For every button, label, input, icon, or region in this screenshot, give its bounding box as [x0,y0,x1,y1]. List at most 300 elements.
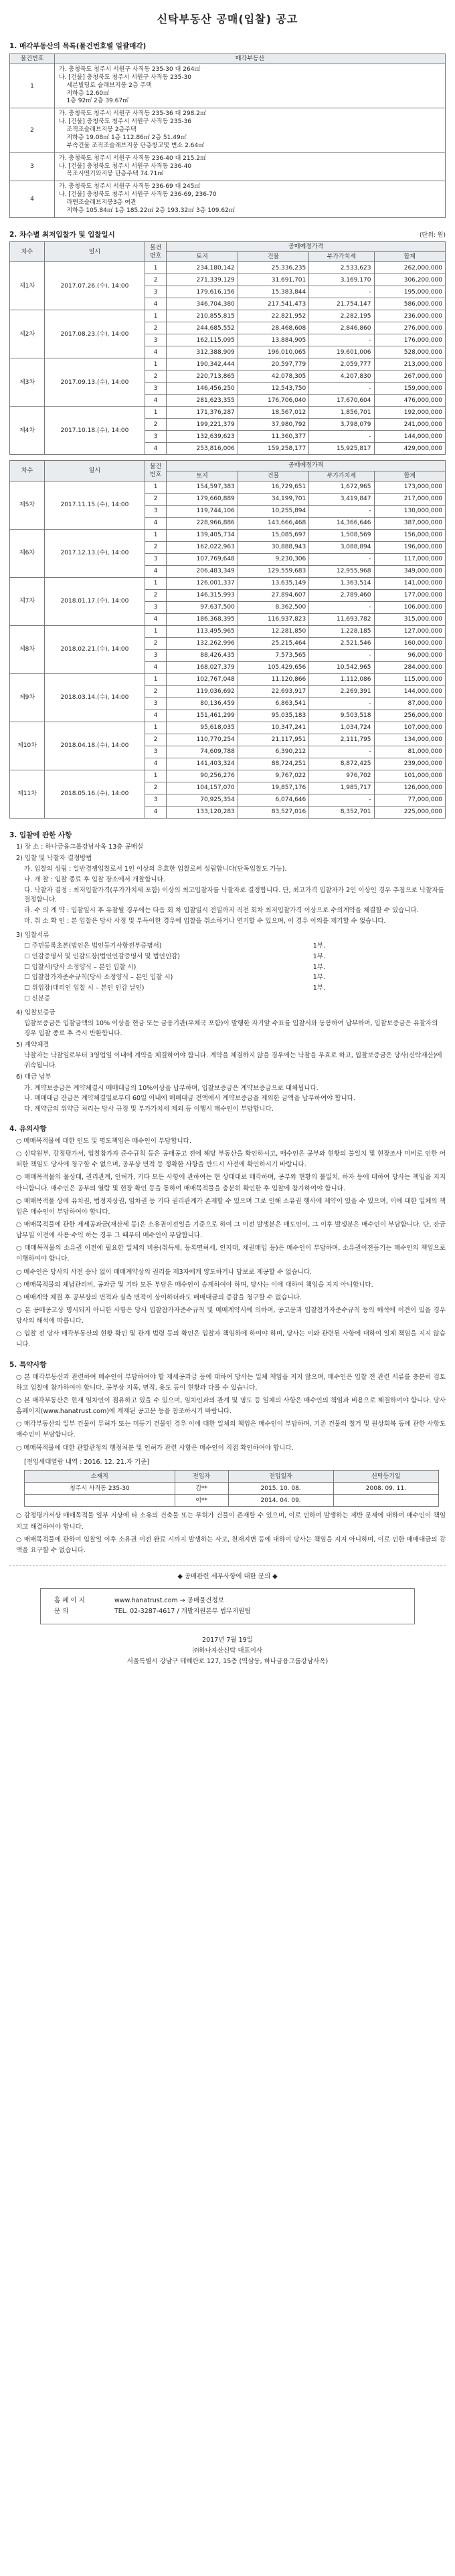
col-land: 토지 [167,252,238,262]
item-no: 2 [145,589,167,601]
vat: 8,872,425 [309,758,374,770]
item-no: 4 [145,298,167,310]
vat: 14,366,646 [309,517,374,529]
building-price: 42,078,305 [238,370,308,383]
total-price: 126,000,000 [374,782,446,794]
move-in-table [24,1470,439,1507]
item-no: 2 [145,734,167,746]
total-price: 130,000,000 [374,505,446,517]
item-no: 2 [145,274,167,286]
item-no: 3 [145,334,167,346]
round-date: 2017.09.13.(수), 14:00 [45,358,145,407]
schedule-row [10,310,446,322]
vat: - [309,553,374,565]
round-label: 제2차 [10,310,45,358]
land-price: 234,180,142 [167,262,238,274]
bid-method-line: 마. 취 소 확 인 : 본 입찰은 당사 사정 및 부득이한 경우에 입찰을 취소하거나 연기할 수 있으며, 이 경우 이의를 제기할 수 없습니다. [24,917,386,925]
land-price: 110,770,254 [167,734,238,746]
property-no: 3 [10,152,55,181]
item-no: 1 [145,673,167,685]
col-vat: 부가가치세 [309,471,374,481]
col-location: 소재지 [25,1471,175,1483]
round-label: 제9차 [10,673,45,722]
land-price: 102,767,048 [167,673,238,685]
col-item-no: 물건번호 [10,53,55,64]
caution-item: ○ 입찰 전 당사 매각부동산의 현황 확인 및 관계 법령 등의 확인은 입찰자 책임하에 하여야 하며, 당사는 이와 관련된 사항에 대하여 일체 책임을 지지 않습니다. [16,1330,446,1349]
item-no: 2 [145,370,167,383]
total-price: 476,000,000 [374,395,446,407]
round-label: 제11차 [10,770,45,818]
bid-doc-count [272,994,446,1004]
building-price: 143,666,468 [238,517,308,529]
total-price: 528,000,000 [374,346,446,358]
land-price: 80,136,459 [167,697,238,710]
schedule-row [10,673,446,685]
land-price: 151,461,299 [167,710,238,722]
caution-item: ○ 매매계약 체결 후 공부상의 면적과 실측 면적이 상이하더라도 매매대금의 증감을 청구할 수 없습니다. [16,1293,302,1301]
land-price: 171,376,287 [167,407,238,419]
vat: 3,798,079 [309,419,374,431]
building-price: 25,215,464 [238,637,308,649]
land-price: 95,618,035 [167,722,238,734]
land-price: 186,368,395 [167,613,238,625]
building-price: 8,362,500 [238,601,308,613]
land-price: 281,623,355 [167,395,238,407]
property-desc-line: 나. [건물] 충청북도 청주시 서원구 사직동 235-30 [59,74,192,81]
move-in-heading: [전입세대열람 내역 : 2016. 12. 21.자 기준] [24,1458,150,1466]
property-desc-line: 가. 충청북도 청주시 서원구 사직동 236-69 대 245㎡ [59,183,201,191]
caution-item: ○ 매매목적물에 관한 제세공과금(재산세 등)은 소유권이전일을 기준으로 하여 그 이전 발생분은 매도인이, 그 이후 발생분은 매수인이 부담합니다. 단, 잔금 납부일 이전에 사용·수익 하는 경우 그 때부터 매수인이 부담합니다. [16,1220,446,1240]
land-price: 244,685,552 [167,322,238,334]
item-no: 2 [145,637,167,649]
total-price: 429,000,000 [374,443,446,455]
vat: 11,693,782 [309,613,374,625]
round-date: 2018.03.14.(수), 14:00 [45,673,145,722]
item-no: 3 [145,431,167,443]
land-price: 271,339,129 [167,274,238,286]
total-price: 241,000,000 [374,419,446,431]
property-desc-line: 지하층 19.08㎡ 1층 112.86㎡ 2층 51.49㎡ [59,134,187,141]
special-term-item: ○ 본 매각부동산은 현재 임차인이 점유하고 있을 수 있으며, 임차인과의 관계 및 명도 등 일체의 사항은 매수인의 책임과 비용으로 해결하여야 합니다. 당사 홈페이지(www.hanatrust.com)에 게재된 공고문 등을 참조하시기 바랍니다. [16,1396,446,1416]
total-price: 144,000,000 [374,685,446,697]
vat: 1,112,086 [309,673,374,685]
resident-cell: 이** [175,1495,228,1507]
building-price: 10,255,894 [238,505,308,517]
vat: - [309,383,374,395]
homepage-link[interactable]: www.hanatrust.com → 공매물건정보 [114,1596,224,1604]
building-price: 20,597,779 [238,358,308,370]
trust-date-cell [333,1495,438,1507]
round-label: 제8차 [10,625,45,673]
property-desc [55,181,446,218]
round-label: 제7차 [10,577,45,625]
total-price: 315,000,000 [374,613,446,625]
vat: 1,672,965 [309,481,374,493]
page-title: 신탁부동산 공매(입찰) 공고 [157,13,298,25]
caution-item: ○ 매수인은 당사의 사전 승낙 없이 매매계약상의 권리를 제3자에게 양도하거나 담보로 제공할 수 없습니다. [16,1268,312,1276]
land-price: 312,388,909 [167,346,238,358]
total-price: 156,000,000 [374,529,446,541]
land-price: 139,405,734 [167,529,238,541]
total-price: 267,000,000 [374,370,446,383]
item-no: 4 [145,346,167,358]
land-price: 141,403,324 [167,758,238,770]
total-price: 160,000,000 [374,637,446,649]
total-price: 177,000,000 [374,589,446,601]
col-price: 공매예정가격 [167,461,446,471]
vat: 4,207,830 [309,370,374,383]
contact-row [54,1596,401,1606]
building-price: 12,281,850 [238,625,308,637]
total-price: 387,000,000 [374,517,446,529]
payment-line: 다. 계약금의 위약금 처리는 당사 규정 및 부가가치세 제외 등 이행시 매수인이 부담합니다. [24,1105,274,1113]
bid-doc-item [24,984,446,994]
special-term-item: ○ 매매목적물에 관하여 입찰일 이후 소유권 이전 완료 시까지 발생하는 사고, 천재지변 등에 대하여 당사는 책임을 지지 아니하며, 이로 인한 매매대금의 감액을 요구할 수 없습니다. [16,1535,446,1554]
vat: - [309,505,374,517]
total-price: 144,000,000 [374,431,446,443]
vat: 21,754,147 [309,298,374,310]
property-desc-line: 나. [건물] 충청북도 청주시 서원구 사직동 235-36 [59,118,192,126]
property-desc-line: 나. [건물] 충청북도 청주시 서원구 사직동 236-40 [59,163,192,170]
item-no: 1 [145,722,167,734]
building-price: 105,429,656 [238,661,308,673]
item-no: 1 [145,529,167,541]
vat: 8,352,701 [309,806,374,818]
building-price: 31,691,701 [238,274,308,286]
land-price: 168,027,379 [167,661,238,673]
vat: 1,856,701 [309,407,374,419]
building-price: 88,724,251 [238,758,308,770]
bid-method-line: 가. 입찰의 성립 : 일반경쟁입찰로서 1인 이상의 유효한 입찰로써 성립합니다(단독입찰도 가능). [24,865,287,873]
building-price: 217,541,473 [238,298,308,310]
item-no: 3 [145,794,167,806]
col-property: 매각부동산 [55,53,446,64]
building-price: 13,884,905 [238,334,308,346]
total-price: 101,000,000 [374,770,446,782]
move-in-date-cell: 2015. 10. 08. [228,1483,333,1495]
round-date: 2018.04.18.(수), 14:00 [45,722,145,770]
bid-doc-count: 1부. [312,942,325,950]
property-no: 2 [10,108,55,152]
bid-doc-count: 1부. [312,953,325,961]
bid-doc-label: ☐ 위임장(대리인 입찰 시 – 본인 인감 날인) [24,984,145,992]
total-price: 276,000,000 [374,322,446,334]
col-item-no: 물건번호 [145,461,167,481]
item-no: 4 [145,565,167,577]
vat: 3,419,847 [309,493,374,505]
total-price: 87,000,000 [374,697,446,710]
move-in-date-cell: 2014. 04. 09. [228,1495,333,1507]
property-desc [55,64,446,108]
vat: - [309,431,374,443]
property-desc-line: 지하층 105.84㎡ 1층 185.22㎡ 2층 193.32㎡ 3층 109.62㎡ [59,207,235,214]
total-price: 134,000,000 [374,734,446,746]
vat: - [309,697,374,710]
vat: 2,282,195 [309,310,374,322]
item-no: 3 [145,649,167,661]
caution-item: ○ 매매목적물 상에 유치권, 법정지상권, 임차권 등 기타 권리관계가 존재할 수 있으며 그로 인해 소유권 행사에 제약이 있을 수 있으며, 이에 대한 일체의 책임은 매수인이 부담하여야 합니다. [16,1197,446,1216]
item-no: 1 [145,577,167,589]
col-vat: 부가가치세 [309,252,374,262]
property-desc-line: 세븐빌딩로 슬래브지붕 2층 주택 [59,82,152,89]
unit-label: (단위: 원) [420,231,446,239]
land-price: 220,713,865 [167,370,238,383]
item-no: 3 [145,286,167,298]
location-cell: 청주시 사직동 235-30 [25,1483,175,1495]
land-price: 146,456,250 [167,383,238,395]
item-no: 2 [145,541,167,553]
bid-doc-item [24,952,446,962]
building-price: 28,468,608 [238,322,308,334]
land-price: 162,115,095 [167,334,238,346]
location-cell [25,1495,175,1507]
schedule-row [10,625,446,637]
land-price: 104,157,070 [167,782,238,794]
property-row [10,64,446,108]
building-price: 159,258,177 [238,443,308,455]
item-no: 2 [145,419,167,431]
item-no: 1 [145,407,167,419]
bid-deposit-heading: 4) 입찰보증금 [16,1008,56,1016]
total-price: 306,200,000 [374,274,446,286]
section1-heading: 1. 매각부동산의 목록(물건번호별 일괄매각) [9,41,147,50]
contact-phone: TEL. 02-3287-4617 / 개발지원본부 법무지원팀 [114,1607,251,1615]
item-no: 4 [145,806,167,818]
bid-doc-label: ☐ 주민등록초본(법인은 법인등기사항전부증명서) [24,942,162,950]
caution-item: ○ 매매목적물의 소유권 이전에 필요한 일체의 비용(취득세, 등록면허세, 인지대, 채권매입 등)은 매수인이 부담하며, 소유권이전등기는 매수인의 책임으로 이행하여야 합니다. [16,1245,446,1263]
total-price: 195,000,000 [374,286,446,298]
item-no: 3 [145,553,167,565]
schedule-row [10,770,446,782]
vat: 2,269,391 [309,685,374,697]
col-price: 공매예정가격 [167,242,446,252]
payment-line: 가. 계약보증금은 계약체결시 매매대금의 10%이상을 납부하며, 입찰보증금은 계약보증금으로 대체됩니다. [24,1084,318,1092]
total-price: 117,000,000 [374,553,446,565]
round-date: 2018.02.21.(수), 14:00 [45,625,145,673]
vat: 2,789,460 [309,589,374,601]
vat: 2,533,623 [309,262,374,274]
total-price: 586,000,000 [374,298,446,310]
total-price: 217,000,000 [374,493,446,505]
special-term-item: ○ 매매목적물에 대한 관할관청의 행정처분 및 인허가 관련 사항은 매수인이 직접 확인하여야 합니다. [16,1444,294,1452]
item-no: 4 [145,613,167,625]
item-no: 4 [145,395,167,407]
contact-box [40,1588,415,1624]
land-price: 190,342,444 [167,358,238,370]
property-desc-line: 가. 충청북도 청주시 서원구 사직동 235-30 대 264㎡ [59,66,201,73]
building-price: 7,573,565 [238,649,308,661]
total-price: 141,000,000 [374,577,446,589]
bid-doc-count: 1부. [312,963,325,971]
building-price: 22,693,917 [238,685,308,697]
vat: 1,985,717 [309,782,374,794]
total-price: 127,000,000 [374,625,446,637]
company-name: ㈜하나자산신탁 대표이사 [192,1647,263,1655]
building-price: 129,559,683 [238,565,308,577]
building-price: 25,336,235 [238,262,308,274]
total-price: 173,000,000 [374,481,446,493]
vat: 19,601,006 [309,346,374,358]
vat: 10,542,965 [309,661,374,673]
vat: 15,925,817 [309,443,374,455]
round-label: 제1차 [10,262,45,310]
property-desc [55,108,446,152]
land-price: 88,426,435 [167,649,238,661]
round-date: 2018.05.16.(수), 14:00 [45,770,145,818]
item-no: 3 [145,383,167,395]
land-price: 113,495,965 [167,625,238,637]
total-price: 213,000,000 [374,358,446,370]
building-price: 95,035,183 [238,710,308,722]
col-total: 합계 [374,471,446,481]
item-no: 4 [145,758,167,770]
schedule-table-2 [9,460,446,818]
bid-doc-item [24,973,446,983]
col-item-no: 물건번호 [145,242,167,262]
col-building: 건물 [238,471,308,481]
building-price: 10,347,241 [238,722,308,734]
section2-heading: 2. 차수별 최저입찰가 및 입찰일시 [9,230,115,239]
building-price: 16,729,651 [238,481,308,493]
item-no: 3 [145,505,167,517]
resident-cell: 김** [175,1483,228,1495]
building-price: 9,767,022 [238,770,308,782]
total-price: 77,000,000 [374,794,446,806]
col-building: 건물 [238,252,308,262]
land-price: 132,262,996 [167,637,238,649]
building-price: 37,980,792 [238,419,308,431]
land-price: 346,704,380 [167,298,238,310]
total-price: 107,000,000 [374,722,446,734]
payment-heading: 6) 대금 납부 [16,1073,52,1081]
section5-heading: 5. 특약사항 [9,1360,47,1369]
item-no: 1 [145,770,167,782]
building-price: 11,360,377 [238,431,308,443]
building-price: 15,085,697 [238,529,308,541]
total-price: 225,000,000 [374,806,446,818]
col-total: 합계 [374,252,446,262]
vat: 17,670,604 [309,395,374,407]
land-price: 146,315,993 [167,589,238,601]
section4-heading: 4. 유의사항 [9,1124,47,1133]
item-no: 2 [145,322,167,334]
trust-date-cell: 2008. 09. 11. [333,1483,438,1495]
land-price: 179,660,889 [167,493,238,505]
item-no: 3 [145,601,167,613]
building-price: 6,863,541 [238,697,308,710]
bid-method-heading: 2) 입찰 및 낙찰자 결정방법 [16,854,92,862]
round-date: 2018.01.17.(수), 14:00 [45,577,145,625]
total-price: 236,000,000 [374,310,446,322]
property-desc-line: 라멘조슬래브지붕3층 여관 [59,199,136,207]
schedule-row [10,577,446,589]
vat: 1,034,724 [309,722,374,734]
building-price: 19,857,176 [238,782,308,794]
item-no: 3 [145,697,167,710]
property-row [10,152,446,181]
vat: - [309,286,374,298]
col-date: 일시 [45,461,145,481]
payment-line: 나. 매매대금 잔금은 계약체결일로부터 60일 이내에 매매대금 전액에서 계약보증금을 제외한 금액을 납부하여야 합니다. [24,1095,355,1103]
vat: 3,169,170 [309,274,374,286]
vat: - [309,334,374,346]
building-price: 11,120,866 [238,673,308,685]
total-price: 192,000,000 [374,407,446,419]
building-price: 30,888,943 [238,541,308,553]
round-label: 제10차 [10,722,45,770]
property-desc-line: 부속건물 조적조슬래브지붕 단층창고및 변소 2.64㎡ [59,142,205,149]
total-price: 262,000,000 [374,262,446,274]
col-round: 차수 [10,242,45,262]
schedule-table-1 [9,241,446,455]
col-resident: 전입자 [175,1471,228,1483]
round-label: 제3차 [10,358,45,407]
round-date: 2017.08.23.(수), 14:00 [45,310,145,358]
contact-key: 문 의 [54,1607,69,1615]
total-price: 256,000,000 [374,710,446,722]
contract-text: 낙찰자는 낙찰일로부터 3영업일 이내에 계약을 체결하여야 합니다. 계약을 체결하지 않을 경우에는 낙찰을 무효로 하고, 입찰보증금은 당사(신탁재산)에 귀속됩니다. [24,1052,442,1070]
item-no: 4 [145,517,167,529]
col-land: 토지 [167,471,238,481]
bid-doc-item [24,942,446,952]
schedule-row [10,407,446,419]
caution-item: ○ 매매목적물에 대한 인도 및 명도책임은 매수인이 부담합니다. [16,1137,191,1145]
property-no: 4 [10,181,55,218]
caution-item: ○ 매매목적물의 체납관리비, 공과금 및 기타 모든 부담은 매수인이 승계하여야 하며, 당사는 이에 대하여 책임을 지지 아니합니다. [16,1281,373,1289]
vat: 1,363,514 [309,577,374,589]
vat: - [309,794,374,806]
land-price: 74,609,788 [167,746,238,758]
building-price: 6,074,646 [238,794,308,806]
company-address: 서울특별시 강남구 테헤란로 127, 15층 (역삼동, 하나금융그룹강남사옥) [126,1658,329,1666]
vat: - [309,746,374,758]
inquiry-heading: ◆ 공매관련 세부사항에 대한 문의 ◆ [177,1572,278,1580]
vat: 2,059,777 [309,358,374,370]
col-trust-date: 신탁등기일 [333,1471,438,1483]
item-no: 3 [145,746,167,758]
land-price: 132,639,623 [167,431,238,443]
property-desc-line: 가. 충청북도 청주시 서원구 사직동 235-36 대 298.2㎡ [59,110,206,118]
bid-deposit-text: 입찰보증금은 입찰금액의 10% 이상을 현금 또는 금융기관(우체국 포함)이 발행한 자기앞 수표를 입찰서와 동봉하여 납부하며, 입찰보증금은 유찰자의 경우 입찰 종료 후 즉시 반환합니다. [24,1020,438,1038]
total-price: 349,000,000 [374,565,446,577]
item-no: 2 [145,782,167,794]
vat: 1,508,569 [309,529,374,541]
caution-item: ○ 신탁원부, 감정평가서, 입찰참가자 준수규칙 등은 공매공고 전에 해당 부동산을 확인하시고, 매수인은 공부와 현황의 불일치 및 현장조사 미비로 인한 어떠한 책임도 당사에 청구할 수 없으며, 공부상 면적 등 정확한 사항을 반드시 사전에 확인하시기 바랍니다. [16,1150,446,1169]
item-no: 1 [145,310,167,322]
contact-key: 홈 페 이 지 [54,1596,85,1604]
schedule-row [10,262,446,274]
property-table [9,53,446,218]
property-desc-line: 가. 충청북도 청주시 서원구 사직동 236-40 대 215.2㎡ [59,154,206,162]
land-price: 228,966,886 [167,517,238,529]
contract-heading: 5) 계약체결 [16,1041,50,1049]
property-desc-line: 나. [건물] 충청북도 청주시 서원구 사직동 236-69, 236-70 [59,191,217,199]
total-price: 81,000,000 [374,746,446,758]
vat: 2,111,795 [309,734,374,746]
item-no: 4 [145,443,167,455]
building-price: 13,635,149 [238,577,308,589]
vat: 9,503,518 [309,710,374,722]
item-no: 1 [145,358,167,370]
property-row [10,181,446,218]
contact-row [54,1606,401,1617]
round-label: 제6차 [10,529,45,577]
special-term-item: ○ 감정평가서상 매매목적물 일부 지상에 타 소유의 건축물 또는 무허가 건물이 존재할 수 있으며, 이로 인하여 발생하는 제반 문제에 대하여 매수인이 책임지고 해결하여야 합니다. [16,1512,446,1531]
total-price: 196,000,000 [374,541,446,553]
bid-doc-label: ☐ 신분증 [24,994,51,1002]
caution-item: ○ 매매목적물의 물상태, 권리관계, 인허가, 기타 모든 사항에 관하여는 현 상태대로 매각하며, 공부와 현황의 불일치, 하자 등에 대하여 당사는 책임을 지지 아니합니다. 매수인은 공부의 열람 및 현장 확인 등을 통하여 매매목적물을 충분히 확인한 후 입찰에 참가하여야 합니다. [16,1174,446,1192]
land-price: 97,637,500 [167,601,238,613]
